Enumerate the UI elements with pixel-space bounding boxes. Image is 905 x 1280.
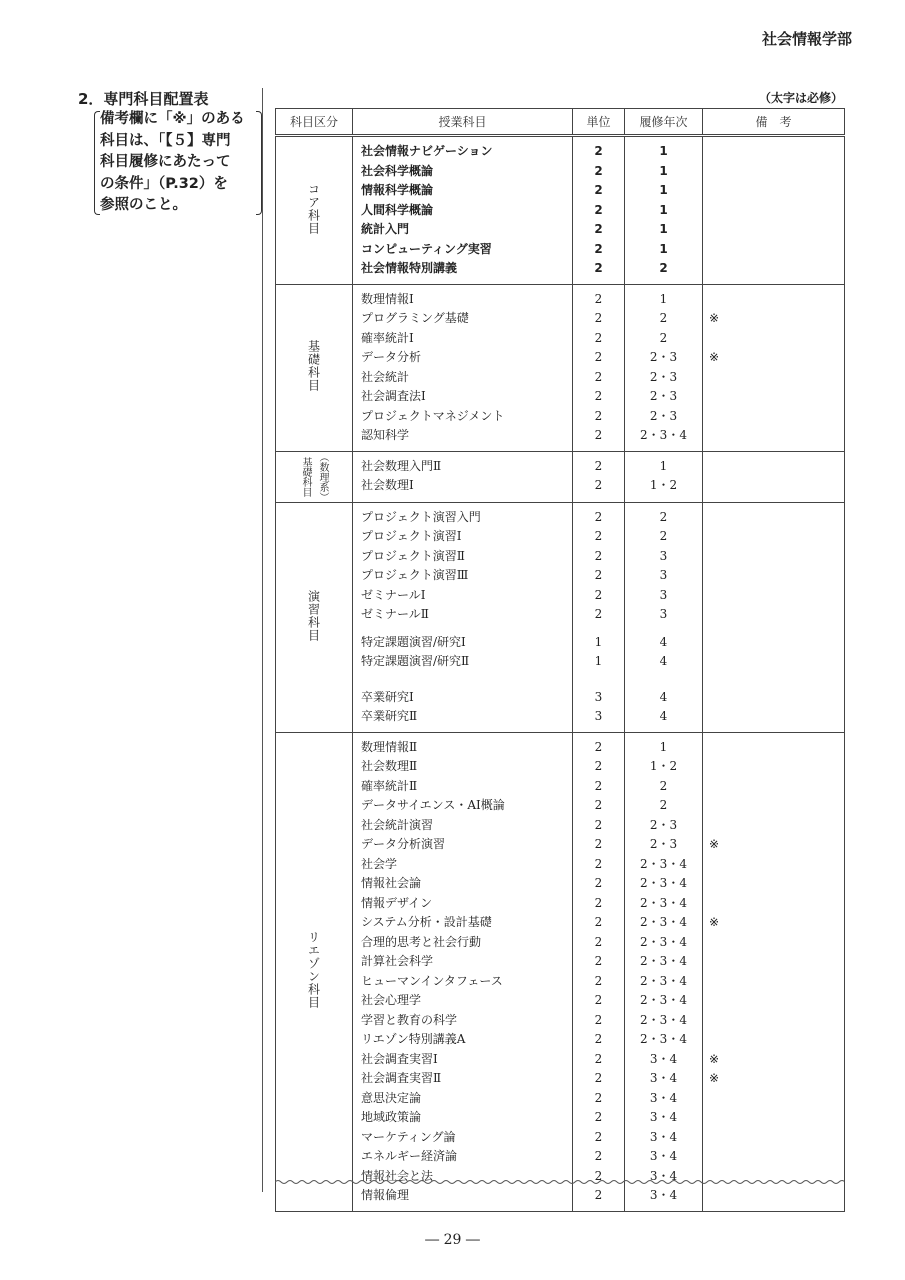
remark-value xyxy=(703,1186,844,1206)
subject-column-cell xyxy=(353,136,573,285)
subject-name: コンピューティング実習 xyxy=(361,241,492,256)
remark-column-cell xyxy=(703,732,845,1211)
subject-name: ゼミナールⅠ xyxy=(361,587,426,602)
year-value: 2 xyxy=(659,509,668,524)
remark-value xyxy=(703,368,844,388)
subject-name: プロジェクト演習Ⅰ xyxy=(361,529,462,543)
units-column-cell xyxy=(573,732,625,1211)
table-group-row xyxy=(276,451,845,502)
units-value: 2 xyxy=(594,587,603,602)
units-value: 2 xyxy=(594,458,603,473)
units-value: 1 xyxy=(594,654,603,668)
units-value: 2 xyxy=(594,408,603,423)
year-value: 2 xyxy=(659,261,668,275)
remark-value xyxy=(703,855,844,875)
year-value: 2・3 xyxy=(649,817,678,832)
year-value: 1・2 xyxy=(649,759,678,773)
units-value: 2 xyxy=(594,778,603,793)
year-value: 2・3・4 xyxy=(640,954,687,968)
subject-name: システム分析・設計基礎 xyxy=(361,915,492,929)
subject-name: 情報科学概論 xyxy=(361,183,434,197)
remark-value: ※ xyxy=(709,1051,720,1066)
subject-name: 数理情報Ⅱ xyxy=(361,739,418,754)
remark-value xyxy=(703,162,844,182)
units-value: 2 xyxy=(594,798,603,812)
header-remarks: 備 考 xyxy=(703,109,845,136)
subject-name: データ分析 xyxy=(361,350,422,364)
subject-name: 社会数理Ⅰ xyxy=(361,478,414,492)
year-value: 2・3・4 xyxy=(640,973,687,988)
header-year: 履修年次 xyxy=(625,109,703,136)
units-value: 2 xyxy=(594,739,603,754)
category-label: 演習科目 xyxy=(306,589,321,642)
subject-name: 計算社会科学 xyxy=(361,954,434,968)
remark-value xyxy=(703,1089,844,1109)
remark-column-cell xyxy=(703,502,845,732)
header-subject: 授業科目 xyxy=(353,109,573,136)
units-value: 2 xyxy=(594,1090,603,1105)
subject-name: エネルギー経済論 xyxy=(361,1149,458,1163)
units-value: 2 xyxy=(594,1012,603,1027)
note-line: 科目は、「【５】専門 xyxy=(100,132,231,149)
year-value: 2 xyxy=(659,311,668,325)
remark-value xyxy=(703,586,844,606)
note-box xyxy=(100,109,254,217)
year-value: 3・4 xyxy=(649,1110,678,1124)
year-value: 2 xyxy=(659,778,668,793)
department-heading: 社会情報学部 xyxy=(761,30,852,48)
remark-column-cell xyxy=(703,284,845,451)
subject-name: 情報社会論 xyxy=(361,876,422,890)
table-group-row xyxy=(276,284,845,451)
remark-value xyxy=(703,816,844,836)
remark-value xyxy=(703,240,844,260)
units-value: 2 xyxy=(594,509,603,524)
units-value: 2 xyxy=(594,1110,603,1124)
subject-name: 社会統計 xyxy=(361,369,410,384)
subject-name: 社会心理学 xyxy=(361,993,422,1007)
course-table xyxy=(275,108,845,1212)
year-value: 1 xyxy=(659,183,668,197)
subcategory-label: （数理系） xyxy=(317,451,328,502)
remark-value xyxy=(703,972,844,992)
subject-name: 特定課題演習/研究Ⅱ xyxy=(361,654,470,668)
subject-name: 情報デザイン xyxy=(361,895,433,910)
year-value: 2・3・4 xyxy=(640,876,687,890)
units-value: 2 xyxy=(594,934,603,949)
year-value: 2 xyxy=(659,529,668,543)
year-value: 2・3・4 xyxy=(640,1012,687,1027)
category-cell xyxy=(276,284,353,451)
units-value: 2 xyxy=(594,876,603,890)
subject-name: 卒業研究Ⅰ xyxy=(361,689,414,704)
table-group-row xyxy=(276,502,845,732)
year-column-cell xyxy=(625,732,703,1211)
note-line: の条件」（P.32）を xyxy=(100,175,228,192)
header-units: 単位 xyxy=(573,109,625,136)
subject-name: ヒューマンインタフェース xyxy=(361,973,503,988)
year-value: 1 xyxy=(659,163,668,178)
subject-name: プログラミング基礎 xyxy=(361,311,469,325)
category-label: コア科目 xyxy=(306,182,321,235)
subject-name: 社会情報特別講義 xyxy=(361,261,458,275)
subject-name: 社会学 xyxy=(361,856,398,871)
year-value: 2・3・4 xyxy=(640,895,687,910)
remark-value xyxy=(703,991,844,1011)
year-value: 1 xyxy=(659,291,668,306)
subject-name: 卒業研究Ⅱ xyxy=(361,709,418,723)
margin-rule xyxy=(262,88,263,1192)
subject-name: 認知科学 xyxy=(361,428,410,442)
remark-value xyxy=(703,874,844,894)
section-title: 2．専門科目配置表 xyxy=(78,90,209,108)
remark-value xyxy=(703,1128,844,1148)
units-value: 2 xyxy=(594,222,603,236)
units-value: 2 xyxy=(594,973,603,988)
units-value: 2 xyxy=(594,202,603,217)
units-value: 2 xyxy=(594,1129,603,1144)
units-column-cell xyxy=(573,451,625,502)
units-value: 2 xyxy=(594,529,603,543)
subject-name: 社会調査実習Ⅱ xyxy=(361,1071,442,1085)
subject-name: プロジェクト演習入門 xyxy=(361,509,481,524)
units-value: 2 xyxy=(594,954,603,968)
year-value: 1 xyxy=(659,739,668,754)
units-value: 2 xyxy=(594,817,603,832)
remark-value: ※ xyxy=(709,311,720,325)
year-value: 4 xyxy=(659,654,668,668)
year-value: 1・2 xyxy=(649,478,678,492)
remark-value xyxy=(703,652,844,672)
units-value: 3 xyxy=(594,709,603,723)
remark-value xyxy=(703,220,844,240)
remark-value xyxy=(703,407,844,427)
year-value: 2・3・4 xyxy=(640,915,687,929)
year-value: 3・4 xyxy=(649,1188,678,1202)
remark-value xyxy=(703,777,844,797)
subject-name: 社会調査実習Ⅰ xyxy=(361,1051,438,1066)
year-value: 1 xyxy=(659,458,668,473)
table-body xyxy=(276,136,845,1212)
subject-name: 確率統計Ⅱ xyxy=(361,778,418,793)
category-cell xyxy=(276,732,353,1211)
units-value: 2 xyxy=(594,369,603,384)
note-bracket-left xyxy=(94,111,100,215)
year-value: 1 xyxy=(659,144,668,158)
units-value: 2 xyxy=(594,163,603,178)
units-value: 2 xyxy=(594,330,603,345)
table-header-row xyxy=(276,109,845,136)
subject-name: 数理情報Ⅰ xyxy=(361,291,414,306)
remark-value xyxy=(703,329,844,349)
units-value: 2 xyxy=(594,1071,603,1085)
remark-value xyxy=(703,1030,844,1050)
year-value: 2・3・4 xyxy=(640,856,687,871)
units-value: 2 xyxy=(594,389,603,403)
year-value: 3・4 xyxy=(649,1071,678,1085)
remark-value xyxy=(703,605,844,625)
units-value: 2 xyxy=(594,1188,603,1202)
table-group-row xyxy=(276,732,845,1211)
subject-name: プロジェクト演習Ⅱ xyxy=(361,548,465,563)
units-value: 2 xyxy=(594,993,603,1007)
remark-value xyxy=(703,933,844,953)
year-value: 2・3・4 xyxy=(640,934,687,949)
units-value: 2 xyxy=(594,856,603,871)
units-column-cell xyxy=(573,284,625,451)
year-value: 3・4 xyxy=(649,1129,678,1144)
units-value: 2 xyxy=(594,478,603,492)
year-value: 3・4 xyxy=(649,1090,678,1105)
units-value: 3 xyxy=(594,689,603,704)
subject-name: 情報社会と法 xyxy=(361,1168,434,1183)
year-column-cell xyxy=(625,136,703,285)
remark-value xyxy=(703,527,844,547)
subject-name: 社会科学概論 xyxy=(361,163,434,178)
remark-value xyxy=(703,457,844,477)
units-value: 2 xyxy=(594,144,603,158)
subject-column-cell xyxy=(353,732,573,1211)
note-line: 参照のこと。 xyxy=(100,197,187,213)
remark-value xyxy=(703,387,844,407)
remark-column-cell xyxy=(703,136,845,285)
remark-value xyxy=(703,426,844,446)
units-value: 2 xyxy=(594,1051,603,1066)
year-value: 2・3 xyxy=(649,389,678,403)
legend-note: （太字は必修） xyxy=(758,91,843,105)
year-value: 4 xyxy=(659,709,668,723)
units-value: 2 xyxy=(594,291,603,306)
year-value: 3・4 xyxy=(649,1168,678,1183)
remark-value xyxy=(703,707,844,727)
remark-value xyxy=(703,1108,844,1128)
year-column-cell xyxy=(625,451,703,502)
units-column-cell xyxy=(573,502,625,732)
units-value: 2 xyxy=(594,311,603,325)
subject-name: データサイエンス・AI概論 xyxy=(361,798,505,812)
units-value: 2 xyxy=(594,1032,603,1046)
units-value: 2 xyxy=(594,895,603,910)
note-line: 科目履修にあたって xyxy=(100,154,231,170)
year-value: 2・3・4 xyxy=(640,428,687,442)
remark-value xyxy=(703,201,844,221)
units-value: 2 xyxy=(594,759,603,773)
subject-name: 人間科学概論 xyxy=(361,202,434,217)
year-value: 2・3 xyxy=(649,350,678,364)
note-line: 備考欄に「※」のある xyxy=(100,111,245,127)
year-value: 2・3 xyxy=(649,837,678,851)
subject-name: プロジェクトマネジメント xyxy=(361,408,505,423)
year-value: 3 xyxy=(659,548,668,563)
subject-name: 社会情報ナビゲーション xyxy=(361,144,493,158)
units-value: 2 xyxy=(594,261,603,275)
subject-name: 社会調査法Ⅰ xyxy=(361,389,426,403)
remark-value: ※ xyxy=(709,915,720,929)
units-value: 2 xyxy=(594,1168,603,1183)
remark-value xyxy=(703,952,844,972)
subject-column-cell xyxy=(353,451,573,502)
subject-name: 意思決定論 xyxy=(361,1090,422,1105)
year-value: 1 xyxy=(659,241,668,256)
units-value: 1 xyxy=(594,634,603,649)
units-column-cell xyxy=(573,136,625,285)
units-value: 2 xyxy=(594,428,603,442)
year-value: 1 xyxy=(659,202,668,217)
subject-name: 社会数理Ⅱ xyxy=(361,759,418,773)
table-group-row xyxy=(276,136,845,285)
units-value: 2 xyxy=(594,607,603,621)
remark-value xyxy=(703,1147,844,1167)
remark-value xyxy=(703,290,844,310)
remark-value xyxy=(703,688,844,708)
year-value: 2・3 xyxy=(649,369,678,384)
units-value: 2 xyxy=(594,183,603,197)
remark-value: ※ xyxy=(709,1071,720,1085)
remark-value xyxy=(703,633,844,653)
remark-value xyxy=(703,1011,844,1031)
remark-value xyxy=(703,894,844,914)
units-value: 2 xyxy=(594,350,603,364)
subject-name: 特定課題演習/研究Ⅰ xyxy=(361,634,466,649)
units-value: 2 xyxy=(594,241,603,256)
year-value: 2・3・4 xyxy=(640,1032,687,1046)
subject-name: 学習と教育の科学 xyxy=(361,1012,458,1027)
year-value: 2・3・4 xyxy=(640,993,687,1007)
remark-value xyxy=(703,738,844,758)
year-value: 2 xyxy=(659,798,668,812)
remark-value xyxy=(703,796,844,816)
page-number: ― 29 ― xyxy=(425,1232,480,1248)
subject-name: データ分析演習 xyxy=(361,837,446,851)
year-value: 4 xyxy=(659,689,668,704)
subject-name: 統計入門 xyxy=(361,222,410,236)
year-value: 3・4 xyxy=(649,1149,678,1163)
year-value: 2 xyxy=(659,330,668,345)
remark-value xyxy=(703,508,844,528)
category-label: 基礎科目 xyxy=(306,340,321,392)
subject-name: リエゾン特別講義A xyxy=(361,1032,466,1046)
subject-name: ゼミナールⅡ xyxy=(361,607,429,621)
subject-name: 社会統計演習 xyxy=(361,817,434,832)
subject-name: 社会数理入門Ⅱ xyxy=(361,458,442,473)
category-cell xyxy=(276,451,353,502)
year-value: 1 xyxy=(659,222,668,236)
year-value: 3 xyxy=(659,607,668,621)
subject-name: マーケティング論 xyxy=(361,1129,456,1144)
remark-value xyxy=(703,547,844,567)
remark-value xyxy=(703,181,844,201)
units-value: 2 xyxy=(594,915,603,929)
year-value: 3・4 xyxy=(649,1051,678,1066)
subject-name: 確率統計Ⅰ xyxy=(361,330,414,345)
subject-column-cell xyxy=(353,284,573,451)
year-value: 4 xyxy=(659,634,668,649)
units-value: 2 xyxy=(594,568,603,582)
table-cut-line xyxy=(275,1178,844,1186)
units-value: 2 xyxy=(594,1149,603,1163)
remark-value xyxy=(703,259,844,279)
units-value: 2 xyxy=(594,837,603,851)
category-label: リエゾン科目 xyxy=(306,931,321,1009)
category-cell xyxy=(276,136,353,285)
year-column-cell xyxy=(625,502,703,732)
remark-value: ※ xyxy=(709,350,720,364)
year-value: 2・3 xyxy=(649,408,678,423)
remark-value xyxy=(703,566,844,586)
subject-column-cell xyxy=(353,502,573,732)
subject-name: 合理的思考と社会行動 xyxy=(361,934,482,949)
units-value: 2 xyxy=(594,548,603,563)
header-category: 科目区分 xyxy=(276,109,353,136)
category-label: 基礎科目 xyxy=(300,456,311,497)
year-value: 3 xyxy=(659,587,668,602)
remark-value xyxy=(703,476,844,496)
year-column-cell xyxy=(625,284,703,451)
subject-name: プロジェクト演習Ⅲ xyxy=(361,568,469,582)
remark-value: ※ xyxy=(709,837,720,851)
remark-value xyxy=(703,142,844,162)
year-value: 3 xyxy=(659,568,668,582)
subject-name: 情報倫理 xyxy=(361,1188,410,1202)
subject-name: 地域政策論 xyxy=(361,1110,422,1124)
remark-value xyxy=(703,757,844,777)
category-cell xyxy=(276,502,353,732)
remark-column-cell xyxy=(703,451,845,502)
